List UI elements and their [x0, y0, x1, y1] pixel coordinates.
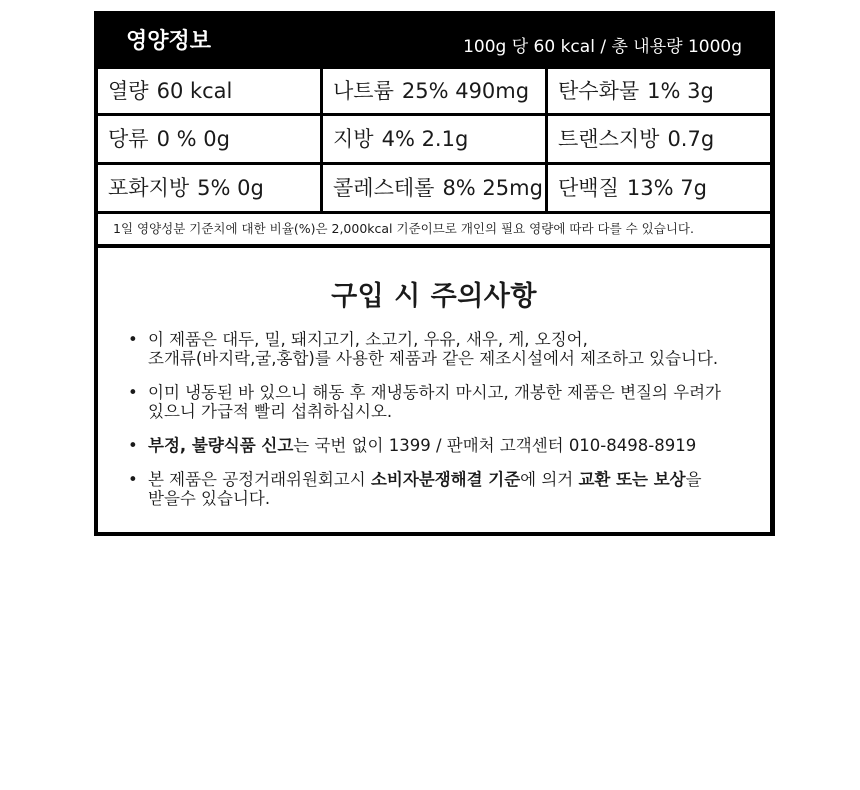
- nutrient-name: 지방: [333, 127, 374, 151]
- caution-item-refreeze: [118, 383, 758, 421]
- nutrient-name: 열량: [108, 79, 149, 103]
- nutrient-name: 콜레스테롤: [333, 176, 435, 200]
- nutrient-cell-calories: [98, 69, 320, 113]
- nutrient-name: 단백질: [558, 176, 619, 200]
- nutrient-name: 탄수화물: [558, 79, 640, 103]
- caution-line: [148, 436, 758, 455]
- caution-line: 이 제품은 대두, 밀, 돼지고기, 소고기, 우유, 새우, 게, 오징어,: [148, 330, 588, 349]
- nutrient-value: 4% 2.1g: [381, 127, 469, 151]
- caution-line: [148, 470, 758, 489]
- nutrient-name: 당류: [108, 127, 149, 151]
- nutrient-cell-trans-fat: [548, 116, 770, 162]
- nutrient-value: 0 % 0g: [156, 127, 230, 151]
- bullet-icon: •: [128, 330, 138, 349]
- nutrient-value: 5% 0g: [197, 176, 264, 200]
- nutrient-name: 트랜스지방: [558, 127, 660, 151]
- report-contact: 는 국번 없이 1399 / 판매처 고객센터 010-8498-8919: [293, 436, 697, 455]
- report-emphasis: 부정, 불량식품 신고: [148, 436, 294, 455]
- exchange-refund-emphasis: 교환 또는 보상: [578, 470, 686, 489]
- bullet-icon: •: [128, 470, 138, 489]
- caution-line: 받을수 있습니다.: [148, 489, 271, 508]
- nutrient-value: 0.7g: [667, 127, 715, 151]
- nutrient-cell-sodium: [323, 69, 545, 113]
- nutrient-value: 25% 490mg: [401, 79, 530, 103]
- nutrient-value: 60 kcal: [156, 79, 233, 103]
- nutrient-cell-sugars: [98, 116, 320, 162]
- nutrient-name: 포화지방: [108, 176, 190, 200]
- nutrient-cell-carbohydrate: [548, 69, 770, 113]
- serving-info: 100g 당 60 kcal / 총 내용량 1000g: [463, 37, 742, 57]
- nutrition-label: [94, 11, 775, 536]
- text-segment: 을: [685, 470, 702, 489]
- nutrition-header: [94, 11, 775, 66]
- nutrient-cell-protein: [548, 165, 770, 211]
- nutrient-value: 1% 3g: [647, 79, 714, 103]
- nutrient-name: 나트륨: [333, 79, 394, 103]
- caution-item-compensation: [118, 470, 758, 508]
- text-segment: 에 의거: [520, 470, 579, 489]
- nutrition-title: 영양정보: [126, 29, 212, 54]
- nutrient-cell-cholesterol: [323, 165, 545, 211]
- caution-line: 이미 냉동된 바 있으니 해동 후 재냉동하지 마시고, 개봉한 제품은 변질의 우려가: [148, 383, 721, 402]
- bullet-icon: •: [128, 383, 138, 402]
- nutrient-value: 13% 7g: [626, 176, 707, 200]
- caution-line: 있으니 가급적 빨리 섭취하십시오.: [148, 402, 393, 421]
- caution-line: 조개류(바지락,굴,홍합)를 사용한 제품과 같은 제조시설에서 제조하고 있습니다.: [148, 349, 719, 368]
- caution-item-allergen: [118, 330, 758, 368]
- dispute-standard-emphasis: 소비자분쟁해결 기준: [370, 470, 521, 489]
- bullet-icon: •: [128, 436, 138, 455]
- purchase-caution-section: [98, 248, 770, 532]
- caution-list: [118, 330, 758, 523]
- daily-value-footnote: 1일 영양성분 기준치에 대한 비율(%)은 2,000kcal 기준이므로 개인의 필요 영량에 따라 다를 수 있습니다.: [98, 214, 770, 244]
- nutrient-cell-saturated-fat: [98, 165, 320, 211]
- nutrient-value: 8% 25mg: [442, 176, 543, 200]
- caution-item-report: [118, 436, 758, 455]
- caution-title: 구입 시 주의사항: [331, 281, 537, 312]
- nutrient-cell-fat: [323, 116, 545, 162]
- text-segment: 본 제품은 공정거래위원회고시: [148, 470, 371, 489]
